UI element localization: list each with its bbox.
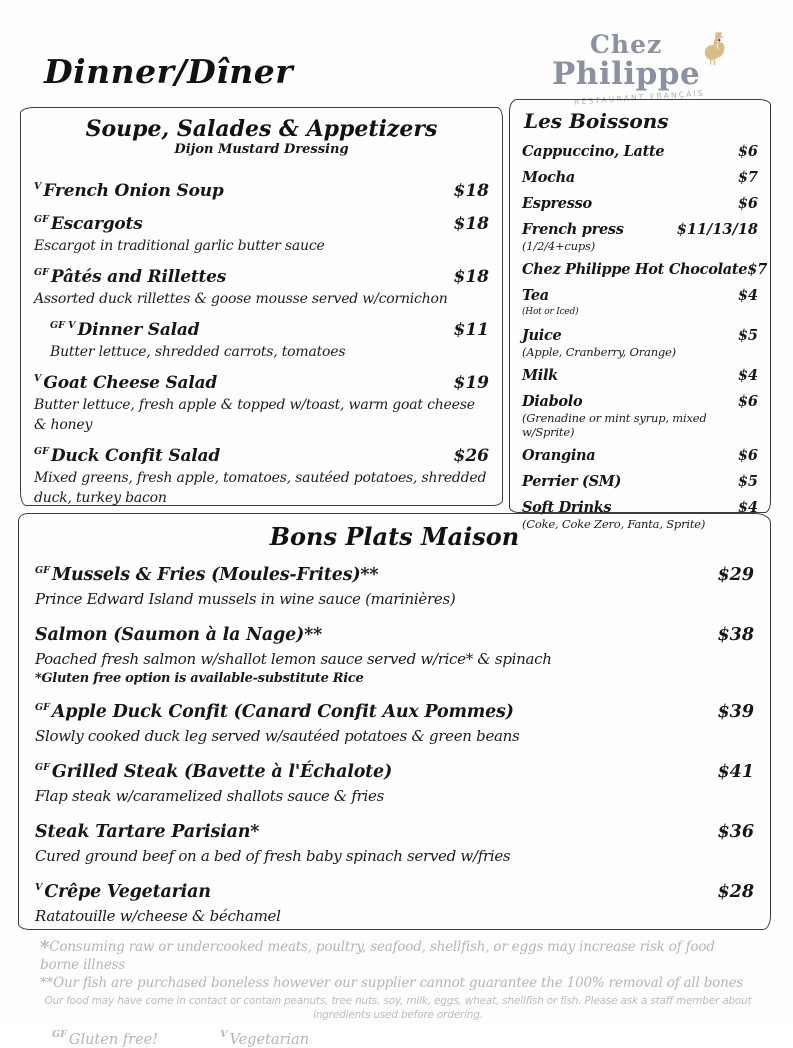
drink-note: (Hot or Iced) [522, 307, 579, 317]
diet-tag: V [34, 181, 42, 192]
item-price: $11 [453, 320, 489, 340]
menu-item [35, 699, 754, 747]
diet-tag: V [34, 373, 42, 384]
item-description: Mixed greens, fresh apple, tomatoes, sautéed potatoes, shredded duck, turkey bacon [34, 470, 487, 506]
diet-tag: GF [35, 565, 50, 576]
logo-chez: Chez [590, 30, 663, 59]
item-price: $18 [453, 267, 489, 287]
diet-tag: GF [34, 214, 49, 225]
menu-item [34, 444, 489, 508]
diet-tag: GF [35, 702, 50, 713]
menu-item [34, 318, 489, 362]
drink-name: Mocha [522, 169, 575, 186]
drink-name: Tea [522, 287, 549, 304]
item-description: Butter lettuce, fresh apple & topped w/toast, warm goat cheese & honey [34, 397, 475, 433]
item-price: $28 [717, 882, 754, 902]
diet-tag: GF [35, 762, 50, 773]
appetizers-list [34, 179, 489, 508]
drink-name: Milk [522, 367, 558, 384]
drink-note: (1/2/4+cups) [522, 239, 596, 253]
item-price: $39 [717, 702, 754, 722]
drink-item [522, 393, 758, 439]
item-description: Flap steak w/caramelized shallots sauce & fries [35, 787, 384, 805]
item-note: *Gluten free option is available-substitute Rice [35, 671, 364, 686]
drink-price: $5 [737, 327, 758, 344]
menu-item [35, 562, 754, 610]
drink-item [522, 261, 768, 279]
logo-philippe: Philippe [552, 56, 701, 92]
menu-item [34, 179, 489, 203]
drink-item [522, 195, 758, 213]
appetizers-section [20, 107, 503, 506]
drink-price: $7 [747, 261, 768, 278]
item-description: Assorted duck rillettes & goose mousse served w/cornichon [34, 291, 448, 307]
disclaimer-raw-food-text: Consuming raw or undercooked meats, poultry, seafood, shellfish, or eggs may increase risk of food borne illness [40, 939, 715, 973]
gf-label: Gluten free! [68, 1032, 159, 1048]
menu-item [35, 819, 754, 867]
v-label: Vegetarian [229, 1032, 310, 1048]
mains-title: Bons Plats Maison [269, 522, 520, 551]
drink-price: $6 [737, 393, 758, 410]
footer-disclaimers [40, 937, 756, 1048]
drink-note: (Apple, Cranberry, Orange) [522, 345, 676, 359]
item-price: $41 [717, 762, 754, 782]
page-title: Dinner/Dîner [44, 52, 294, 91]
drink-item [522, 221, 758, 253]
item-description: Escargot in traditional garlic butter sauce [34, 238, 325, 254]
diet-tag: GF [34, 267, 49, 278]
double-asterisk-mark: ** [40, 975, 54, 991]
v-tag: V [220, 1029, 228, 1040]
drink-name: Chez Philippe Hot Chocolate [522, 261, 748, 278]
drink-note: (Coke, Coke Zero, Fanta, Sprite) [522, 517, 706, 531]
legend-gluten-free [52, 1029, 159, 1048]
diet-legend [52, 1029, 756, 1048]
drink-name: Cappuccino, Latte [522, 143, 665, 160]
diet-tag: V [35, 882, 43, 893]
disclaimer-raw-food [40, 937, 756, 974]
item-description: Slowly cooked duck leg served w/sautéed potatoes & green beans [35, 727, 520, 745]
logo-tagline: RESTAURANT FRANÇAIS [573, 88, 706, 107]
restaurant-logo [552, 16, 727, 107]
menu-item [34, 371, 489, 435]
drink-item [522, 287, 758, 319]
drink-price: $4 [737, 367, 758, 384]
menu-item [35, 759, 754, 807]
item-name: Crêpe Vegetarian [44, 882, 211, 902]
appetizers-subtitle: Dijon Mustard Dressing [174, 142, 349, 157]
drinks-title: Les Boissons [524, 109, 669, 133]
drink-name: Soft Drinks [522, 499, 612, 516]
drink-note: (Grenadine or mint syrup, mixed w/Sprite) [522, 411, 707, 439]
disclaimer-allergens: Our food may have come in contact or contain peanuts, tree nuts, soy, milk, eggs, wheat, shellfish or fish. Please ask a staff member about ingredients used before ordering. [44, 995, 752, 1021]
rooster-icon [702, 16, 727, 82]
item-name: Pâtés and Rillettes [50, 267, 227, 287]
item-price: $29 [717, 565, 754, 585]
item-name: Salmon (Saumon à la Nage)** [35, 625, 323, 645]
item-price: $18 [453, 181, 489, 201]
menu-item [35, 622, 754, 687]
disclaimer-fish-bones [40, 974, 756, 992]
item-name: Steak Tartare Parisian* [35, 822, 260, 842]
menu-item [35, 879, 754, 927]
drink-name: Juice [522, 327, 562, 344]
item-name: Mussels & Fries (Moules-Frites)** [51, 565, 379, 585]
item-price: $18 [453, 214, 489, 234]
item-description: Ratatouille w/cheese & béchamel [35, 907, 281, 925]
drink-item [522, 367, 758, 385]
drink-name: Espresso [522, 195, 592, 212]
drink-name: Orangina [522, 447, 596, 464]
drink-price: $4 [737, 287, 758, 304]
drink-price: $6 [737, 447, 758, 464]
mains-section [18, 513, 771, 930]
drink-price: $7 [737, 169, 758, 186]
item-description: Prince Edward Island mussels in wine sauce (marinières) [35, 590, 456, 608]
item-description: Cured ground beef on a bed of fresh baby spinach served w/fries [35, 847, 511, 865]
item-name: French Onion Soup [43, 181, 224, 201]
drink-price: $4 [737, 499, 758, 516]
drink-item [522, 327, 758, 359]
drink-price: $5 [737, 473, 758, 490]
item-description: Butter lettuce, shredded carrots, tomatoes [50, 344, 346, 360]
drink-name: Perrier (SM) [522, 473, 622, 490]
gf-tag: GF [52, 1029, 67, 1040]
menu-item [34, 212, 489, 256]
drinks-list [522, 143, 768, 531]
item-price: $36 [717, 822, 754, 842]
item-name: Dinner Salad [77, 320, 200, 340]
item-name: Apple Duck Confit (Canard Confit Aux Pommes) [51, 702, 514, 722]
item-name: Duck Confit Salad [50, 446, 221, 466]
item-price: $19 [453, 373, 489, 393]
diet-tag: GF V [50, 320, 76, 331]
item-name: Goat Cheese Salad [43, 373, 218, 393]
asterisk-mark: * [40, 937, 50, 958]
mains-list [35, 562, 754, 927]
drink-price: $6 [737, 143, 758, 160]
item-price: $38 [717, 625, 754, 645]
appetizers-title: Soupe, Salades & Appetizers [85, 116, 438, 142]
drink-item [522, 169, 758, 187]
drink-price: $6 [737, 195, 758, 212]
drink-name: French press [522, 221, 624, 238]
item-name: Escargots [50, 214, 143, 234]
diet-tag: GF [34, 446, 49, 457]
drink-name: Diabolo [522, 393, 583, 410]
drink-price: $11/13/18 [676, 221, 758, 238]
drink-item [522, 447, 758, 465]
legend-vegetarian [220, 1029, 310, 1048]
logo-wordmark [552, 32, 700, 90]
disclaimer-fish-bones-text: Our fish are purchased boneless however our supplier cannot guarantee the 100% removal of all bones [53, 975, 744, 991]
drink-item [522, 143, 758, 161]
item-name: Grilled Steak (Bavette à l'Échalote) [51, 762, 393, 782]
drinks-section [509, 99, 771, 531]
item-description: Poached fresh salmon w/shallot lemon sauce served w/rice* & spinach [35, 650, 552, 668]
item-price: $26 [453, 446, 489, 466]
drink-item [522, 473, 758, 491]
menu-item [34, 265, 489, 309]
